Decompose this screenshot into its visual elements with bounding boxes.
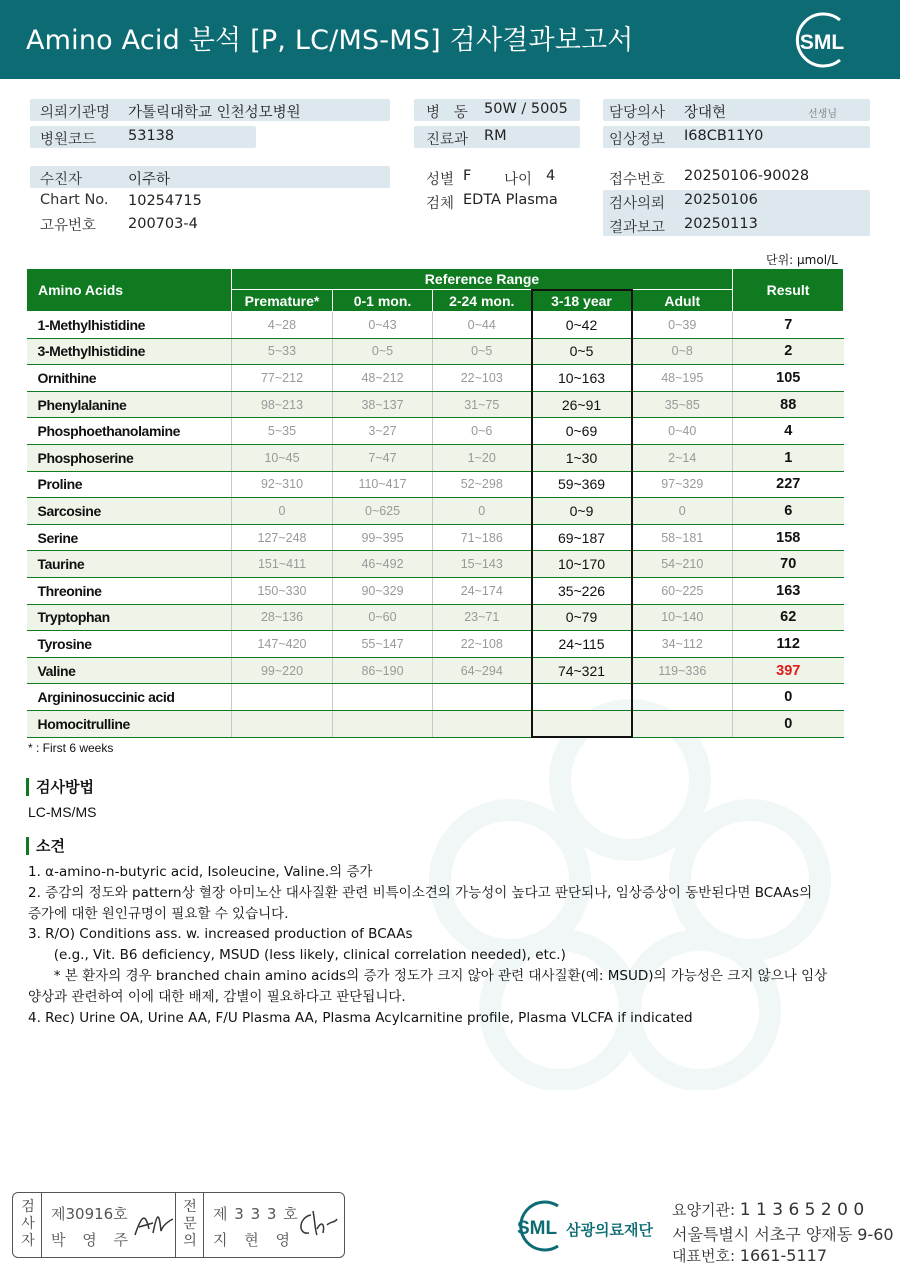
result-value: 2 xyxy=(733,338,844,365)
amino-acid-name: Phosphoserine xyxy=(27,444,232,471)
ref-adult: 119~336 xyxy=(632,657,733,684)
doctor-title: 선생님 xyxy=(808,109,837,120)
ref-m0-1: 0~43 xyxy=(333,312,433,339)
header-result: Result xyxy=(733,269,844,312)
ref-m0-1: 0~60 xyxy=(333,604,433,631)
ref-premature: 147~420 xyxy=(232,631,333,658)
age-label: 나이 xyxy=(504,172,533,188)
tester-label xyxy=(15,1199,41,1250)
doctor-value: 장대현 xyxy=(684,105,727,121)
ref-adult xyxy=(632,710,733,737)
ref-m2-24: 1~20 xyxy=(433,444,532,471)
ref-premature: 150~330 xyxy=(232,577,333,604)
age-value: 4 xyxy=(546,168,556,184)
signature-divider xyxy=(41,1193,42,1257)
foundation-logo-icon xyxy=(510,1198,572,1254)
ref-y3-18: 0~69 xyxy=(532,418,632,445)
ref-adult: 58~181 xyxy=(632,524,733,551)
patient-label: 수진자 xyxy=(40,172,83,188)
ref-premature: 151~411 xyxy=(232,551,333,578)
result-value: 112 xyxy=(733,631,844,658)
amino-acid-table xyxy=(26,268,844,738)
ref-premature: 77~212 xyxy=(232,365,333,392)
specialist-signature-icon xyxy=(293,1207,339,1241)
opinion-line: 증가에 대한 원인규명이 필요할 수 있습니다. xyxy=(28,905,289,922)
amino-acid-name: Tryptophan xyxy=(27,604,232,631)
unique-value: 200703-4 xyxy=(128,216,198,232)
result-value: 105 xyxy=(733,365,844,392)
table-row xyxy=(27,684,844,711)
ref-premature: 127~248 xyxy=(232,524,333,551)
result-value: 0 xyxy=(733,710,844,737)
amino-acid-name: Sarcosine xyxy=(27,498,232,525)
report-header xyxy=(0,0,900,79)
institution-code-label: 요양기관: xyxy=(672,1201,736,1219)
unique-label: 고유번호 xyxy=(40,218,97,234)
table-row xyxy=(27,710,844,737)
amino-acid-name: 1-Methylhistidine xyxy=(27,312,232,339)
ref-m0-1: 90~329 xyxy=(333,577,433,604)
ref-m0-1: 0~625 xyxy=(333,498,433,525)
amino-acid-name: Homocitrulline xyxy=(27,710,232,737)
phone-value: 1661-5117 xyxy=(739,1246,828,1265)
institution-value: 가톨릭대학교 인천성모병원 xyxy=(128,105,301,121)
result-value: 163 xyxy=(733,577,844,604)
opinion-line: 2. 증감의 정도와 pattern상 혈장 아미노산 대사질환 관련 비특이소견의 가능성이 높다고 판단되나, 임상증상이 동반된다면 BCAAs의 xyxy=(28,884,813,901)
ref-m2-24: 52~298 xyxy=(433,471,532,498)
table-row xyxy=(27,604,844,631)
patient-row-bg xyxy=(30,166,390,188)
method-text: LC-MS/MS xyxy=(28,804,97,820)
table-row xyxy=(27,391,844,418)
ref-m2-24: 0~5 xyxy=(433,338,532,365)
amino-acid-name: Phenylalanine xyxy=(27,391,232,418)
header-adult: Adult xyxy=(632,290,733,312)
ref-premature: 10~45 xyxy=(232,444,333,471)
ref-adult: 0~8 xyxy=(632,338,733,365)
amino-acid-name: 3-Methylhistidine xyxy=(27,338,232,365)
amino-acid-name: Threonine xyxy=(27,577,232,604)
ref-premature xyxy=(232,710,333,737)
tester-label-text: 검사자 xyxy=(21,1199,35,1249)
table-row xyxy=(27,471,844,498)
ref-y3-18: 0~42 xyxy=(532,312,632,339)
header-3-18-year: 3-18 year xyxy=(532,290,632,312)
phone-line xyxy=(672,1245,827,1266)
header-amino-acids: Amino Acids xyxy=(27,269,232,312)
ref-premature: 4~28 xyxy=(232,312,333,339)
method-title: 검사방법 xyxy=(26,778,94,796)
table-row xyxy=(27,365,844,392)
ref-m2-24 xyxy=(433,710,532,737)
table-row xyxy=(27,657,844,684)
ref-premature: 98~213 xyxy=(232,391,333,418)
request-value: 20250106 xyxy=(684,192,758,208)
ref-premature: 0 xyxy=(232,498,333,525)
ref-adult xyxy=(632,684,733,711)
opinion-line: 양상과 관련하여 이에 대한 배제, 감별이 필요하다고 판단됩니다. xyxy=(28,988,406,1005)
ref-premature: 5~33 xyxy=(232,338,333,365)
hospital-code-label: 병원코드 xyxy=(40,132,97,148)
ref-adult: 0~39 xyxy=(632,312,733,339)
result-value: 70 xyxy=(733,551,844,578)
receipt-value: 20250106-90028 xyxy=(684,168,810,184)
report-date-value: 20250113 xyxy=(684,216,758,232)
ref-m2-24: 0 xyxy=(433,498,532,525)
ref-y3-18 xyxy=(532,710,632,737)
result-value: 4 xyxy=(733,418,844,445)
ref-m0-1 xyxy=(333,710,433,737)
amino-acid-name: Ornithine xyxy=(27,365,232,392)
footer-address: 서울특별시 서초구 양재동 9-60 xyxy=(672,1225,894,1244)
amino-acid-name: Valine xyxy=(27,657,232,684)
result-value: 6 xyxy=(733,498,844,525)
ref-y3-18: 0~9 xyxy=(532,498,632,525)
ref-adult: 60~225 xyxy=(632,577,733,604)
header-reference-range: Reference Range xyxy=(232,269,733,290)
unit-label: 단위: μmol/L xyxy=(766,253,838,267)
opinion-line: * 본 환자의 경우 branched chain amino acids의 증가 정도가 크지 않아 관련 대사질환(예: MSUD)의 가능성은 크지 않으나 임상 xyxy=(28,967,828,984)
ref-m2-24: 23~71 xyxy=(433,604,532,631)
ref-m0-1: 3~27 xyxy=(333,418,433,445)
ref-m0-1: 110~417 xyxy=(333,471,433,498)
tester-signature-icon xyxy=(131,1207,177,1241)
ref-premature: 5~35 xyxy=(232,418,333,445)
result-value: 0 xyxy=(733,684,844,711)
opinion-text xyxy=(28,862,858,1028)
ref-adult: 48~195 xyxy=(632,365,733,392)
ref-y3-18: 1~30 xyxy=(532,444,632,471)
institution-code-line xyxy=(672,1199,864,1220)
opinion-title: 소견 xyxy=(26,837,65,855)
opinion-line: 3. R/O) Conditions ass. w. increased production of BCAAs xyxy=(28,926,413,943)
ref-premature: 99~220 xyxy=(232,657,333,684)
header-0-1-mon: 0-1 mon. xyxy=(333,290,433,312)
ref-m2-24 xyxy=(433,684,532,711)
ref-m2-24: 15~143 xyxy=(433,551,532,578)
ref-y3-18: 24~115 xyxy=(532,631,632,658)
ref-adult: 34~112 xyxy=(632,631,733,658)
ref-y3-18: 10~163 xyxy=(532,365,632,392)
patient-value: 이주하 xyxy=(128,172,171,188)
amino-acid-name: Phosphoethanolamine xyxy=(27,418,232,445)
ref-y3-18: 26~91 xyxy=(532,391,632,418)
table-row xyxy=(27,312,844,339)
amino-acid-name: Serine xyxy=(27,524,232,551)
amino-acid-name: Taurine xyxy=(27,551,232,578)
dept-value: RM xyxy=(484,128,507,144)
ref-y3-18: 10~170 xyxy=(532,551,632,578)
institution-label: 의뢰기관명 xyxy=(40,105,111,121)
foundation-logo-text: SML xyxy=(516,1218,558,1239)
ref-m2-24: 0~6 xyxy=(433,418,532,445)
result-value: 158 xyxy=(733,524,844,551)
specimen-value: EDTA Plasma xyxy=(463,192,558,208)
sex-label: 성별 xyxy=(426,172,455,188)
ref-y3-18: 59~369 xyxy=(532,471,632,498)
amino-acid-name: Proline xyxy=(27,471,232,498)
ref-m0-1: 7~47 xyxy=(333,444,433,471)
ref-m0-1: 86~190 xyxy=(333,657,433,684)
ref-y3-18 xyxy=(532,684,632,711)
result-value: 1 xyxy=(733,444,844,471)
report-title: Amino Acid 분석 [P, LC/MS-MS] 검사결과보고서 xyxy=(26,25,634,56)
table-row xyxy=(27,418,844,445)
table-row xyxy=(27,338,844,365)
ref-m2-24: 0~44 xyxy=(433,312,532,339)
chart-label: Chart No. xyxy=(40,192,109,208)
table-row xyxy=(27,498,844,525)
ref-m0-1: 46~492 xyxy=(333,551,433,578)
opinion-line: 1. α-amino-n-butyric acid, Isoleucine, Valine.의 증가 xyxy=(28,864,373,880)
ward-label: 병 동 xyxy=(426,105,468,121)
sml-logo-icon xyxy=(790,10,854,70)
table-row xyxy=(27,631,844,658)
specialist-number: 제 3 3 3 호 xyxy=(213,1205,299,1223)
opinion-line: (e.g., Vit. B6 deficiency, MSUD (less likely, clinical correlation needed), etc.) xyxy=(28,947,566,964)
chart-value: 10254715 xyxy=(128,193,202,209)
ref-m0-1: 48~212 xyxy=(333,365,433,392)
specimen-label: 검체 xyxy=(426,196,455,212)
ref-y3-18: 74~321 xyxy=(532,657,632,684)
result-value: 227 xyxy=(733,471,844,498)
foundation-name: 삼광의료재단 xyxy=(566,1221,653,1239)
signature-divider xyxy=(203,1193,204,1257)
clinical-label: 임상정보 xyxy=(609,132,666,148)
signature-divider xyxy=(175,1193,176,1257)
ref-y3-18: 0~79 xyxy=(532,604,632,631)
report-date-label: 결과보고 xyxy=(609,220,666,236)
amino-acid-name: Tyrosine xyxy=(27,631,232,658)
specialist-label-text: 전문의 xyxy=(183,1199,197,1249)
header-premature: Premature* xyxy=(232,290,333,312)
sex-value: F xyxy=(463,168,472,184)
tester-number: 제30916호 xyxy=(51,1205,128,1223)
table-row xyxy=(27,551,844,578)
ref-m0-1: 38~137 xyxy=(333,391,433,418)
result-value: 7 xyxy=(733,312,844,339)
amino-acid-name: Argininosuccinic acid xyxy=(27,684,232,711)
ref-adult: 2~14 xyxy=(632,444,733,471)
ref-m0-1: 0~5 xyxy=(333,338,433,365)
result-value: 62 xyxy=(733,604,844,631)
result-value: 397 xyxy=(733,657,844,684)
ref-m0-1: 55~147 xyxy=(333,631,433,658)
ref-y3-18: 69~187 xyxy=(532,524,632,551)
opinion-line: 4. Rec) Urine OA, Urine AA, F/U Plasma AA, Plasma Acylcarnitine profile, Plasma VLCFA if indicated xyxy=(28,1009,693,1026)
table-row xyxy=(27,524,844,551)
ref-m0-1: 99~395 xyxy=(333,524,433,551)
receipt-label: 접수번호 xyxy=(609,172,666,188)
ref-m2-24: 22~103 xyxy=(433,365,532,392)
ref-y3-18: 0~5 xyxy=(532,338,632,365)
ref-premature xyxy=(232,684,333,711)
ref-adult: 0~40 xyxy=(632,418,733,445)
ward-value: 50W / 5005 xyxy=(484,101,568,117)
specialist-label xyxy=(177,1199,203,1250)
hospital-code-value: 53138 xyxy=(128,128,175,144)
ref-m2-24: 31~75 xyxy=(433,391,532,418)
ref-m2-24: 22~108 xyxy=(433,631,532,658)
ref-adult: 97~329 xyxy=(632,471,733,498)
ref-adult: 54~210 xyxy=(632,551,733,578)
ref-m2-24: 71~186 xyxy=(433,524,532,551)
ref-adult: 35~85 xyxy=(632,391,733,418)
table-row xyxy=(27,444,844,471)
ref-adult: 10~140 xyxy=(632,604,733,631)
specialist-name: 지 현 영 xyxy=(213,1231,297,1249)
table-footnote: * : First 6 weeks xyxy=(28,741,114,755)
ref-y3-18: 35~226 xyxy=(532,577,632,604)
clinical-value: I68CB11Y0 xyxy=(684,128,764,144)
request-label: 검사의뢰 xyxy=(609,196,666,212)
dept-label: 진료과 xyxy=(426,132,469,148)
sml-logo-text: SML xyxy=(799,31,845,54)
ref-premature: 28~136 xyxy=(232,604,333,631)
ref-premature: 92~310 xyxy=(232,471,333,498)
phone-label: 대표번호: xyxy=(672,1247,736,1265)
institution-code-value: 1 1 3 6 5 2 0 0 xyxy=(739,1200,865,1220)
header-2-24-mon: 2-24 mon. xyxy=(433,290,532,312)
result-value: 88 xyxy=(733,391,844,418)
doctor-label: 담당의사 xyxy=(609,105,666,121)
ref-adult: 0 xyxy=(632,498,733,525)
ref-m2-24: 24~174 xyxy=(433,577,532,604)
ref-m0-1 xyxy=(333,684,433,711)
table-row xyxy=(27,577,844,604)
tester-name: 박 영 주 xyxy=(51,1231,135,1249)
ref-m2-24: 64~294 xyxy=(433,657,532,684)
signature-box xyxy=(12,1192,345,1258)
